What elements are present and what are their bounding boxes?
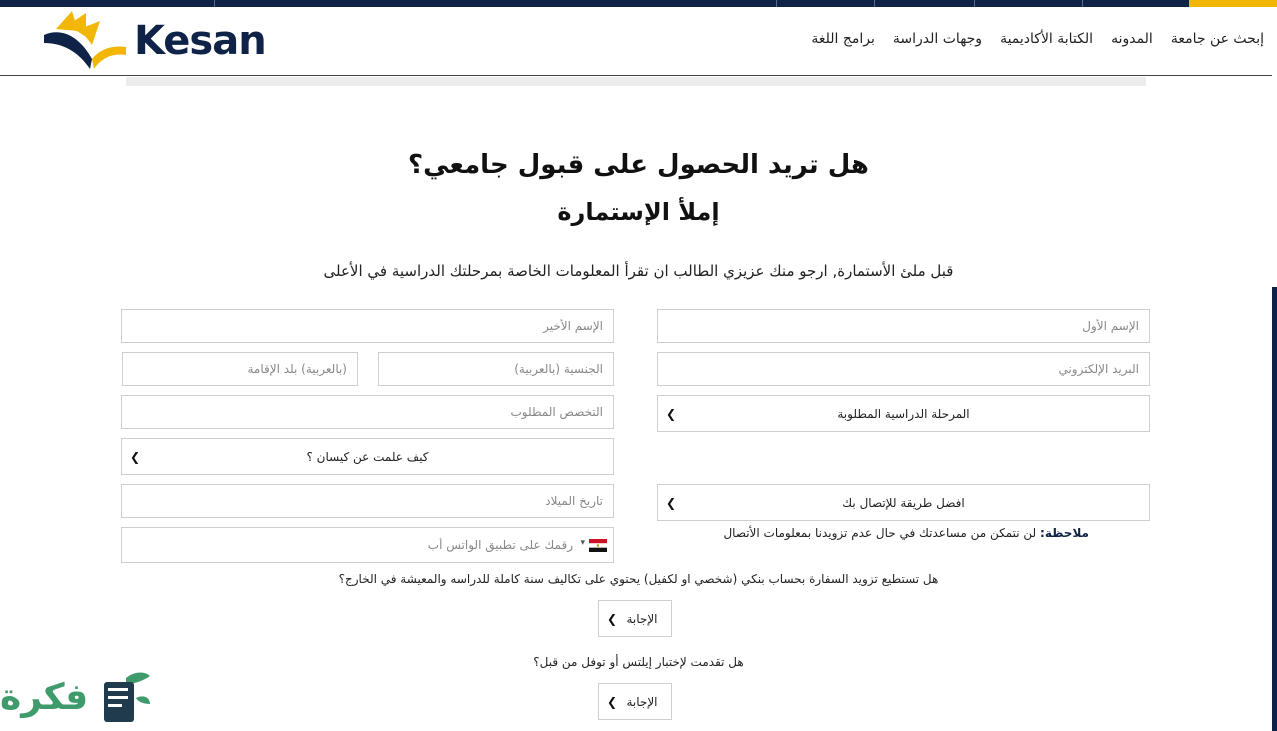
contact-method-value: افضل طريقة للإتصال بك (842, 495, 965, 510)
chevron-down-icon: ❯ (666, 406, 677, 421)
study-level-select[interactable] (657, 395, 1150, 432)
nav-blog[interactable]: المدونه (1111, 31, 1153, 47)
page-subtitle: إملأ الإستمارة (557, 198, 720, 226)
site-header (0, 7, 1272, 76)
bank-account-answer-value: الإجابة (626, 611, 658, 626)
content-divider (126, 77, 1146, 86)
chevron-down-icon: ❯ (130, 449, 141, 464)
form-intro: قبل ملئ الأستمارة, ارجو منك عزيزي الطالب ان تقرأ المعلومات الخاصة بمرحلتك الدراسية في الأعلى (323, 262, 954, 280)
note-text: لن نتمكن من مساعدتك في حال عدم تزويدنا بمعلومات الأتصال (723, 526, 1041, 540)
country-caret-icon[interactable]: ▾ (580, 538, 585, 548)
nav-find-university[interactable]: إبحث عن جامعة (1170, 31, 1264, 47)
chevron-down-icon: ❯ (666, 495, 677, 510)
email-input[interactable] (657, 352, 1150, 386)
whatsapp-phone-field (121, 527, 614, 563)
first-name-input[interactable] (657, 309, 1150, 343)
nav-study-destinations[interactable]: وجهات الدراسة (892, 31, 983, 47)
how-heard-select[interactable] (121, 438, 614, 475)
open-book-logo-icon (42, 9, 142, 75)
top-bar-divider (776, 0, 777, 7)
egypt-flag-icon[interactable] (589, 539, 607, 552)
ielts-toefl-question: هل تقدمت لإختبار إيلتس أو توفل من قبل؟ (533, 655, 744, 669)
page-title: هل تريد الحصول على قبول جامعي؟ (408, 150, 869, 180)
nationality-input[interactable] (378, 352, 614, 386)
residence-country-input[interactable] (122, 352, 358, 386)
nav-language-programs[interactable]: برامج اللغة (811, 31, 875, 47)
top-bar-divider (974, 0, 975, 7)
ielts-toefl-answer-select[interactable] (598, 683, 672, 720)
bank-account-question: هل تستطيع تزويد السفارة بحساب بنكي (شخصي او لكفيل) يحتوي على تكاليف سنة كاملة للدراسه والمعيشة في الخارج؟ (338, 572, 939, 586)
bank-account-answer-select[interactable] (598, 600, 672, 637)
note-label: ملاحظة: (1040, 526, 1089, 540)
chevron-down-icon: ❯ (607, 611, 618, 626)
main-nav (811, 31, 1264, 47)
contact-note (657, 526, 1089, 540)
whatsapp-input[interactable] (133, 528, 573, 562)
major-input[interactable] (121, 395, 614, 429)
last-name-input[interactable] (121, 309, 614, 343)
chevron-down-icon: ❯ (607, 694, 618, 709)
study-level-value: المرحلة الدراسية المطلوبة (837, 406, 970, 421)
top-bar-divider (874, 0, 875, 7)
watermark-text: فكرة (0, 677, 89, 718)
book-leaf-watermark-icon (96, 668, 156, 730)
how-heard-value: كيف علمت عن كيسان ؟ (306, 449, 429, 464)
nav-academic-writing[interactable]: الكتابة الأكاديمية (1000, 31, 1094, 47)
top-bar-accent (1189, 0, 1277, 7)
top-bar-divider (1082, 0, 1083, 7)
kesan-logo[interactable] (42, 9, 266, 75)
top-bar-divider (214, 0, 215, 7)
contact-method-select[interactable] (657, 484, 1150, 521)
ielts-toefl-answer-value: الإجابة (626, 694, 658, 709)
top-bar (0, 0, 1277, 7)
birth-date-input[interactable] (121, 484, 614, 518)
brand-name: Kesan (134, 18, 266, 64)
